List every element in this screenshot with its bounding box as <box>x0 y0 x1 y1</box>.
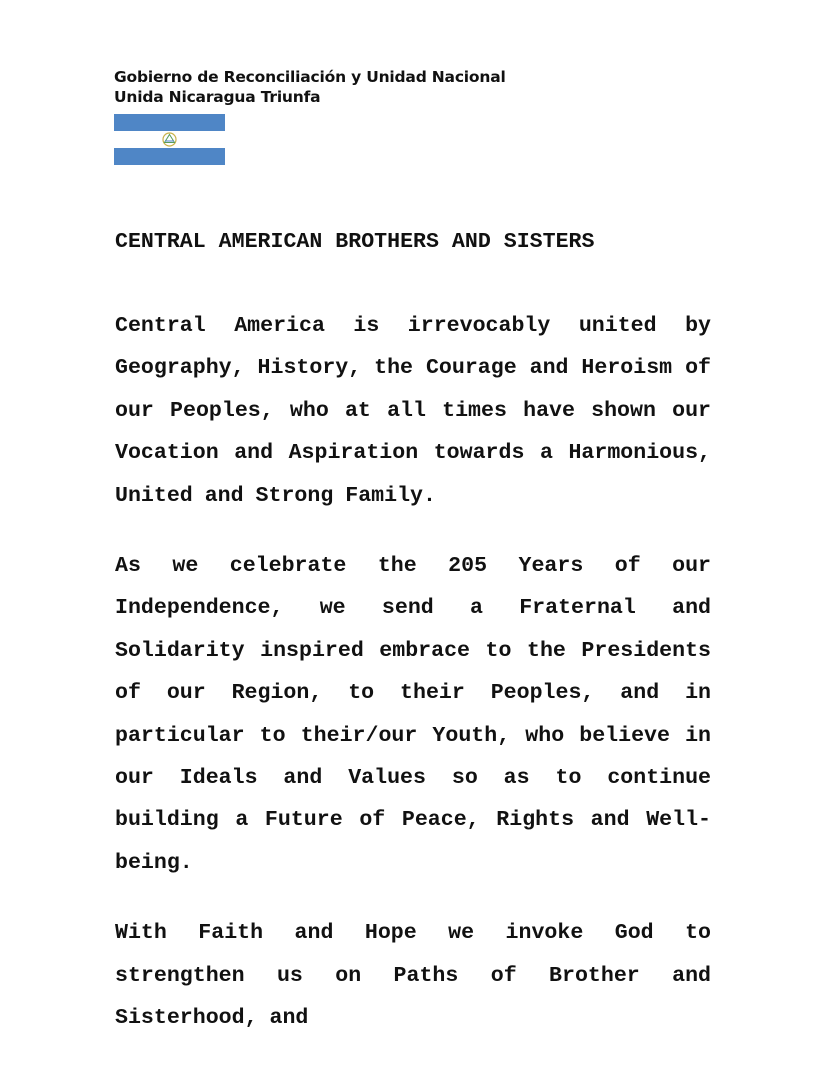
document-body <box>115 305 711 1068</box>
paragraph-1: Central America is irrevocably united by Geography, History, the Courage and Heroism of our Peoples, who at all times have shown our Vocation and Aspiration towards a Harmonious, United and Strong Family. <box>115 314 711 508</box>
letterhead <box>114 67 506 107</box>
nicaragua-flag-icon <box>114 114 225 165</box>
letterhead-slogan: Unida Nicaragua Triunfa <box>114 88 321 106</box>
letterhead-government-name: Gobierno de Reconciliación y Unidad Nacional <box>114 68 506 86</box>
flag-top-stripe <box>114 114 225 131</box>
paragraph-3: With Faith and Hope we invoke God to strengthen us on Paths of Brother and Sisterhood, and <box>115 921 711 1031</box>
document-heading: CENTRAL AMERICAN BROTHERS AND SISTERS <box>115 230 595 254</box>
paragraph-2: As we celebrate the 205 Years of our Independence, we send a Fraternal and Solidarity inspired embrace to the Presidents of our Region, to their Peoples, and in particular to their/our Youth, who believe in our Ideals and Values so as to continue building a Future of Peace, Rights and Well-being. <box>115 554 711 875</box>
flag-bottom-stripe <box>114 148 225 165</box>
